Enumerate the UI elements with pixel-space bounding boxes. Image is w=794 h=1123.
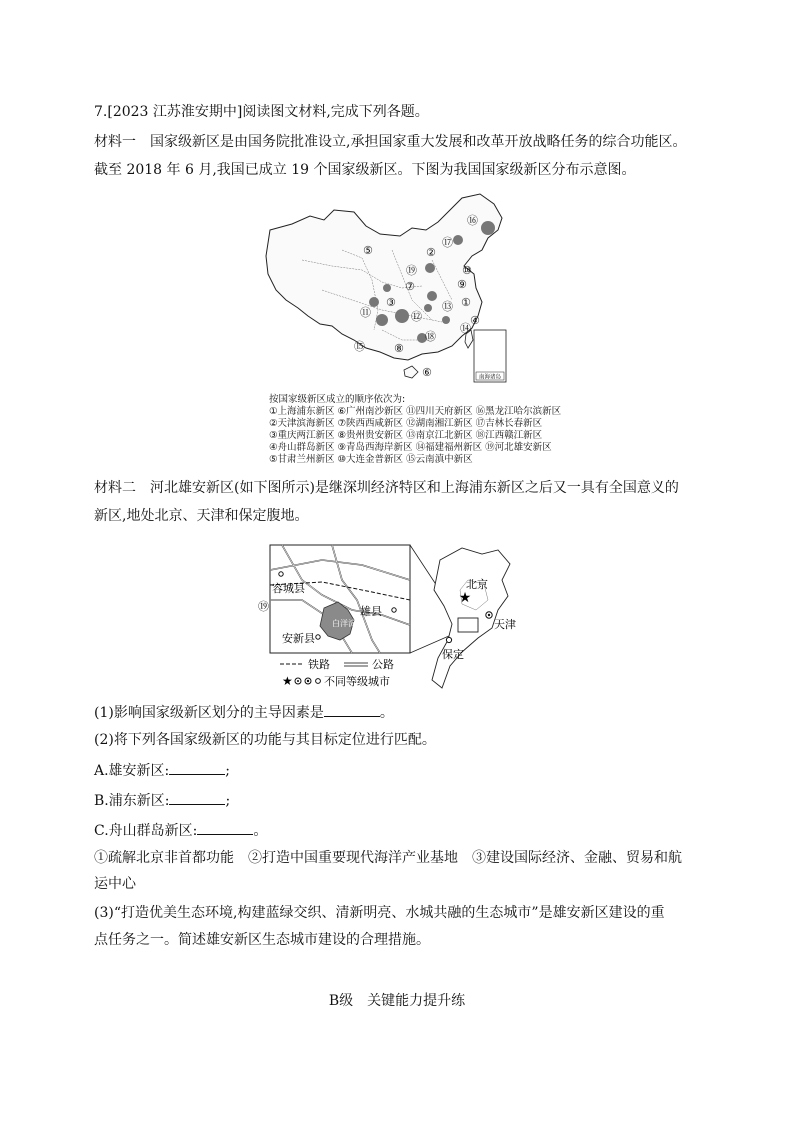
marker-7: ⑦ xyxy=(405,280,415,293)
marker-19-label: ⑲ xyxy=(258,600,269,613)
map1-legend-row-2: ②天津滨海新区 ⑦陕西西咸新区 ⑫湖南湘江新区 ⑰吉林长春新区 xyxy=(269,418,543,429)
marker-17: ⑰ xyxy=(442,236,453,249)
answer-blank-c[interactable] xyxy=(197,820,253,835)
marker-4: ④ xyxy=(470,314,480,327)
baoding-label: 保定 xyxy=(442,648,464,661)
marker-19: ⑲ xyxy=(406,264,417,277)
question-3-line-1: (3)“打造优美生态环境,构建蓝绿交织、清新明亮、水城共融的生态城市”是雄安新区建设的重 xyxy=(94,905,665,921)
china-new-districts-map xyxy=(262,190,524,390)
marker-5: ⑤ xyxy=(363,244,373,257)
options-line-2: 运中心 xyxy=(94,876,136,892)
beijing-label: 北京 xyxy=(466,578,488,591)
marker-14: ⑭ xyxy=(460,322,471,335)
legend-road-symbol xyxy=(344,663,368,666)
xiongxian-label: 雄县 xyxy=(360,605,382,618)
marker-12: ⑫ xyxy=(411,310,422,323)
marker-8: ⑧ xyxy=(394,342,404,355)
marker-11: ⑪ xyxy=(360,306,371,319)
map1-legend-row-3: ③重庆两江新区 ⑧贵州贵安新区 ⑬南京江北新区 ⑱江西赣江新区 xyxy=(269,430,543,441)
answer-blank-b[interactable] xyxy=(169,790,225,805)
marker-10: ⑩ xyxy=(462,264,472,277)
question-header: 7.[2023 江苏淮安期中]阅读图文材料,完成下列各题。 xyxy=(94,104,429,120)
rongcheng-dot xyxy=(279,572,283,576)
marker-18: ⑱ xyxy=(425,330,436,343)
answer-blank-1[interactable] xyxy=(324,702,380,717)
question-3-line-2: 点任务之一。简述雄安新区生态城市建设的合理措施。 xyxy=(94,932,430,948)
question-2b: B.浦东新区: ; xyxy=(94,790,230,811)
baiyangdian-label: 白洋淀 xyxy=(332,619,356,628)
star-beijing: ★ xyxy=(458,590,472,606)
marker-16: ⑯ xyxy=(467,214,478,227)
xiongxian-dot xyxy=(392,608,396,612)
question-1: (1)影响国家级新区划分的主导因素是 。 xyxy=(94,702,394,723)
inset-label: 南海诸岛 xyxy=(478,374,502,381)
xiongan-location-map xyxy=(258,540,542,690)
marker-1: ① xyxy=(461,296,471,309)
marker-9: ⑨ xyxy=(457,278,467,291)
legend-star: ★ xyxy=(282,674,293,688)
section-title: B级 关键能力提升练 xyxy=(328,993,466,1009)
map1-legend-title: 按国家级新区成立的顺序依次为: xyxy=(269,394,406,405)
material-1-line-1: 材料一 国家级新区是由国务院批准设立,承担国家重大发展和改革开放战略任务的综合功能区。 xyxy=(94,134,687,150)
marker-13: ⑬ xyxy=(442,300,453,313)
hainan-island xyxy=(404,366,418,378)
xiongan-box xyxy=(458,618,478,632)
material-1-line-2: 截至 2018 年 6 月,我国已成立 19 个国家级新区。下图为我国国家级新区分布示意图。 xyxy=(94,162,636,178)
question-2c: C.舟山群岛新区: 。 xyxy=(94,820,267,841)
legend-road-label: 公路 xyxy=(372,658,394,671)
tianjin-label: 天津 xyxy=(494,618,516,631)
marker-6: ⑥ xyxy=(422,366,432,379)
marker-15: ⑮ xyxy=(354,340,365,353)
options-line-1: ①疏解北京非首都功能 ②打造中国重要现代海洋产业基地 ③建设国际经济、金融、贸易和航 xyxy=(94,850,682,866)
legend-city-label: 不同等级城市 xyxy=(324,675,390,688)
anxin-dot xyxy=(316,635,320,639)
marker-3: ③ xyxy=(386,296,396,309)
map1-legend-row-1: ①上海浦东新区 ⑥广州南沙新区 ⑪四川天府新区 ⑯黑龙江哈尔滨新区 xyxy=(269,406,562,417)
material-2-line-1: 材料二 河北雄安新区(如下图所示)是继深圳经济特区和上海浦东新区之后又一具有全国意义的 xyxy=(94,480,679,496)
legend-rail-label: 铁路 xyxy=(308,658,330,671)
material-2-line-2: 新区,地处北京、天津和保定腹地。 xyxy=(94,508,309,524)
rongcheng-label: 容城县 xyxy=(272,582,305,595)
question-2: (2)将下列各国家级新区的功能与其目标定位进行匹配。 xyxy=(94,732,436,748)
map1-legend-row-5: ⑤甘肃兰州新区 ⑩大连金普新区 ⑮云南滇中新区 xyxy=(269,454,473,465)
marker-2: ② xyxy=(426,246,436,259)
map1-legend-row-4: ④舟山群岛新区 ⑨青岛西海岸新区 ⑭福建福州新区 ⑲河北雄安新区 xyxy=(269,442,552,453)
answer-blank-a[interactable] xyxy=(169,760,225,775)
baoding-symbol xyxy=(446,637,451,642)
question-2a: A.雄安新区: ; xyxy=(94,760,230,781)
anxin-label: 安新县 xyxy=(282,632,315,645)
